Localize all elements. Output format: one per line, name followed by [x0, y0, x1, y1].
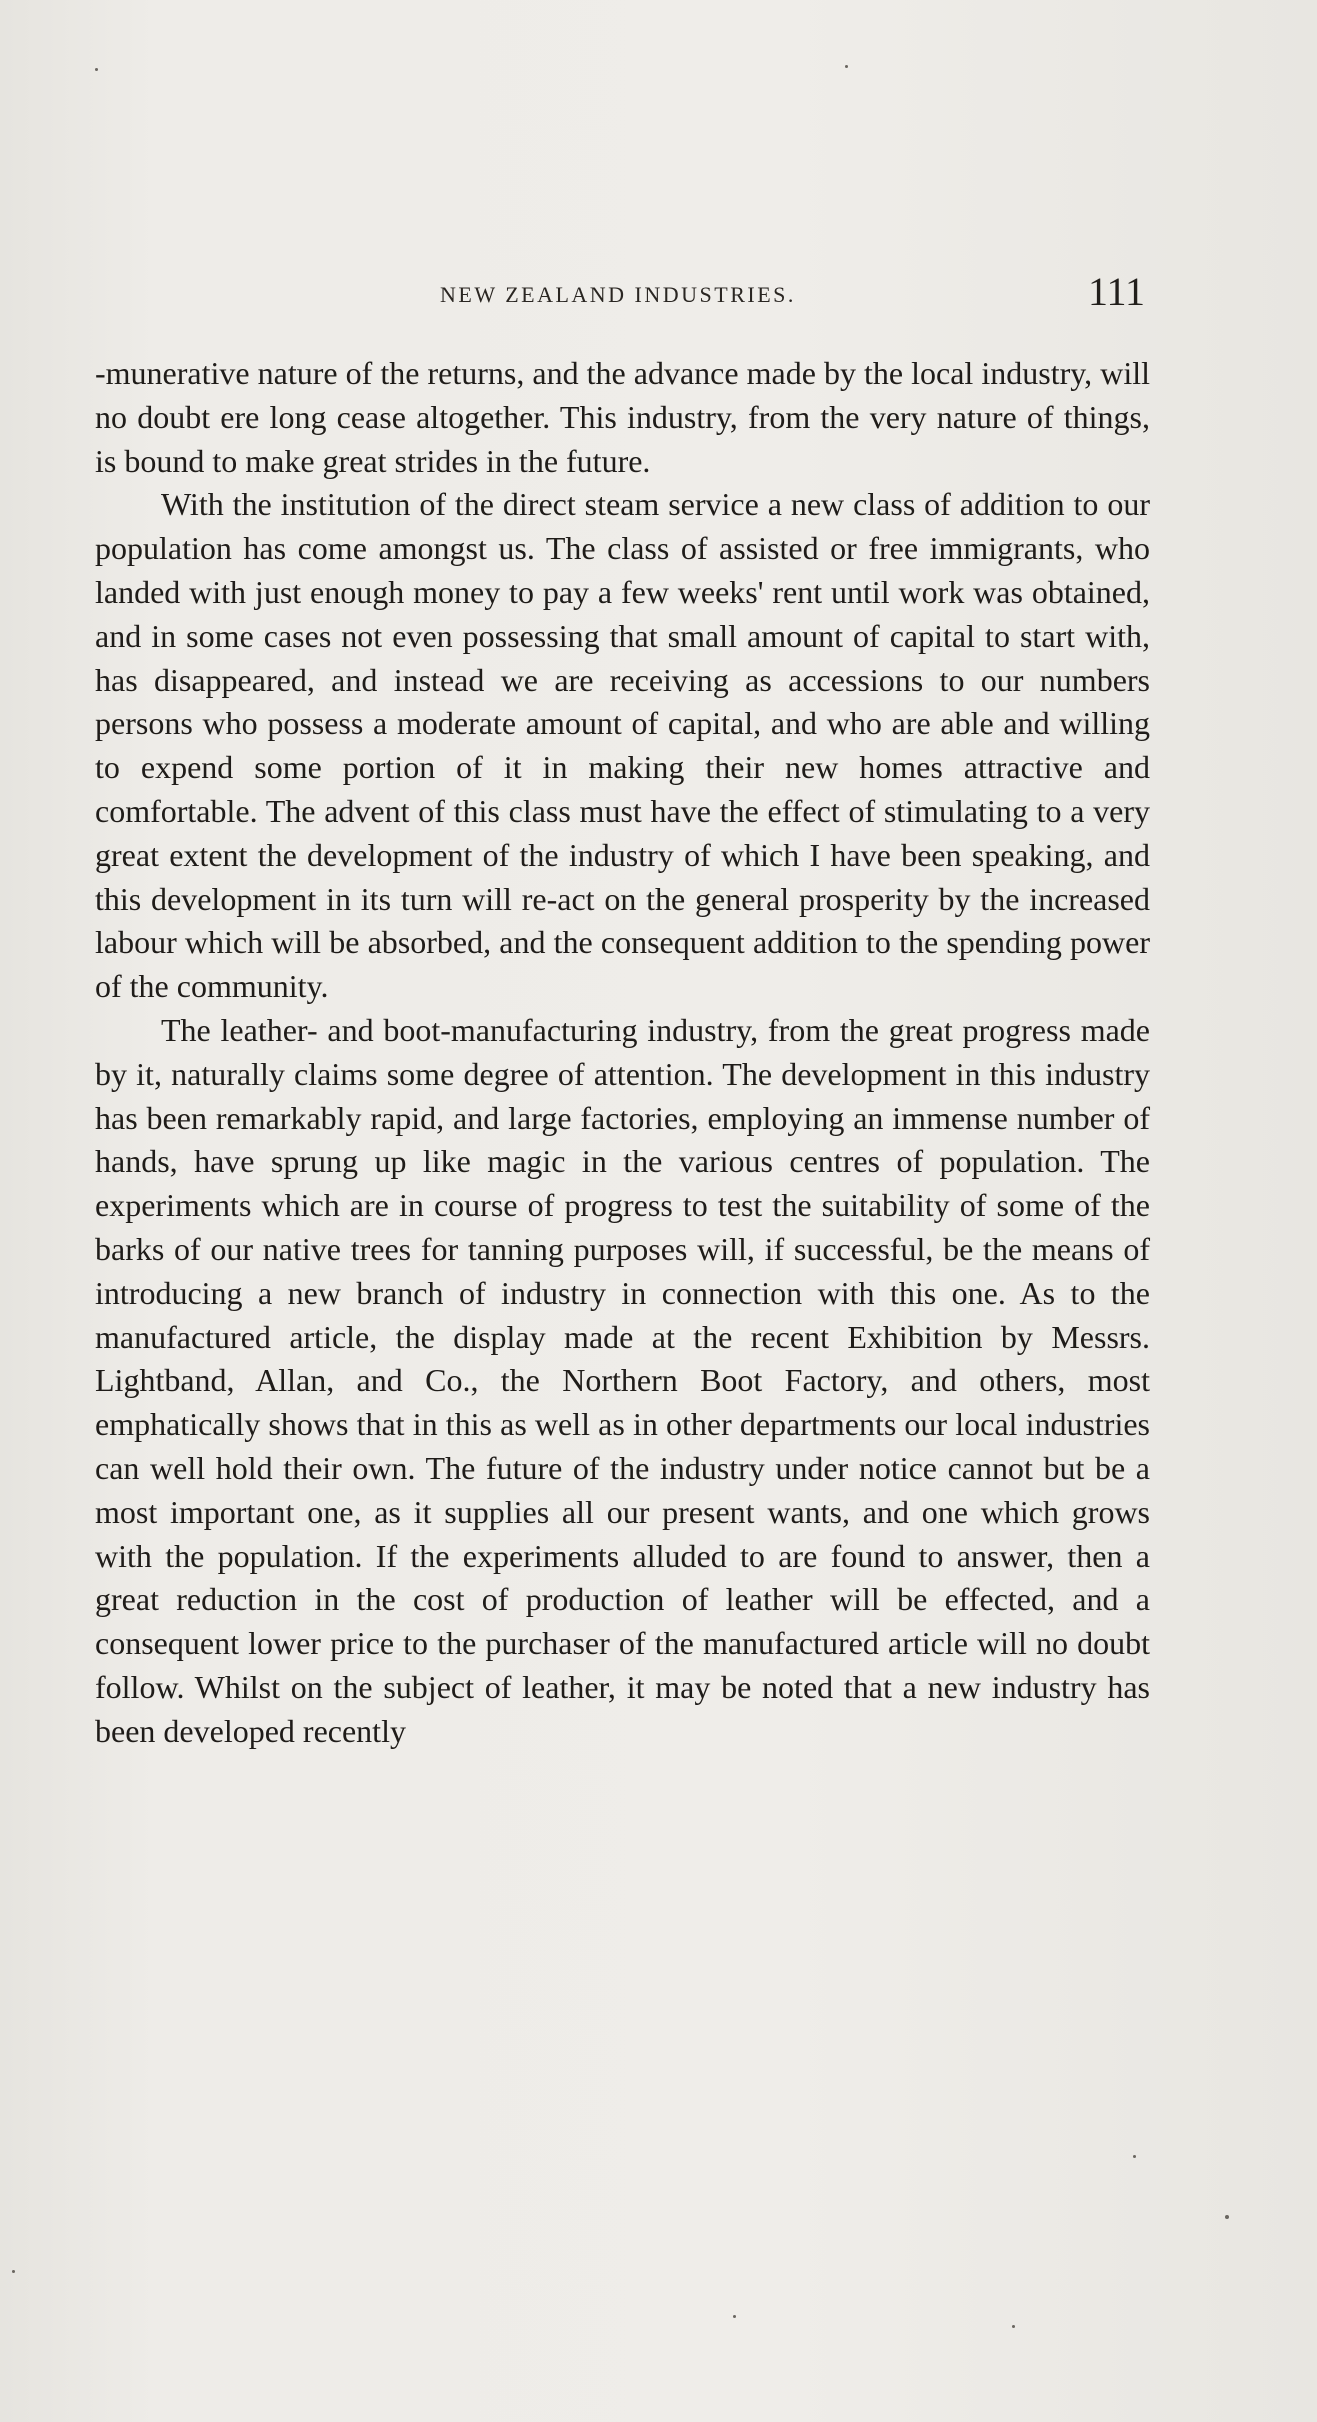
- paper-speck: [12, 2270, 15, 2273]
- running-title: NEW ZEALAND INDUSTRIES.: [440, 282, 796, 307]
- paper-speck: [1225, 2215, 1229, 2219]
- paper-speck: [845, 65, 848, 68]
- body-text: [95, 352, 1150, 1754]
- paragraph-leather-industry: The leather- and boot-manufacturing industry, from the great progress made by it, naturally claims some degree of attention. The development in this industry has been remarkably rapid, and large factories, employing an immense number of hands, have sprung up like magic in the various centres of population. The experiments which are in course of progress to test the suitability of some of the barks of our native trees for tanning purposes will, if successful, be the means of introducing a new branch of industry in connection with this one. As to the manufactured article, the display made at the recent Exhibition by Messrs. Lightband, Allan, and Co., the Northern Boot Factory, and others, most emphatically shows that in this as well as in other departments our local industries can well hold their own. The future of the industry under notice cannot but be a most important one, as it supplies all our present wants, and one which grows with the population. If the experiments alluded to are found to answer, then a great reduction in the cost of production of leather will be effected, and a consequent lower price to the purchaser of the manufactured article will no doubt follow. Whilst on the subject of leather, it may be noted that a new industry has been developed recently: [95, 1011, 1150, 1749]
- paragraph-steam-service: With the institution of the direct steam service a new class of addition to our population has come amongst us. The class of assisted or free immigrants, who landed with just enough money to pay a few weeks' rent until work was obtained, and in some cases not even possessing that small amount of capital to start with, has disappeared, and instead we are receiving as accessions to our numbers persons who possess a moderate amount of capital, and who are able and willing to expend some portion of it in making their new homes attractive and comfortable. The advent of this class must have the effect of stimulating to a very great extent the development of the industry of which I have been speaking, and this development in its turn will re-act on the general prosperity by the increased labour which will be absorbed, and the consequent addition to the spending power of the community.: [95, 486, 1150, 1005]
- page-header: [95, 268, 1145, 318]
- paper-speck: [95, 68, 98, 71]
- paper-speck: [1133, 2155, 1136, 2158]
- page-number: 111: [1087, 269, 1145, 314]
- paper-speck: [733, 2315, 736, 2318]
- paragraph-continuation: -munerative nature of the returns, and the advance made by the local industry, will no doubt ere long cease altogether. This industry, from the very nature of things, is bound to make great strides in the future.: [95, 355, 1150, 479]
- paper-speck: [1012, 2325, 1015, 2328]
